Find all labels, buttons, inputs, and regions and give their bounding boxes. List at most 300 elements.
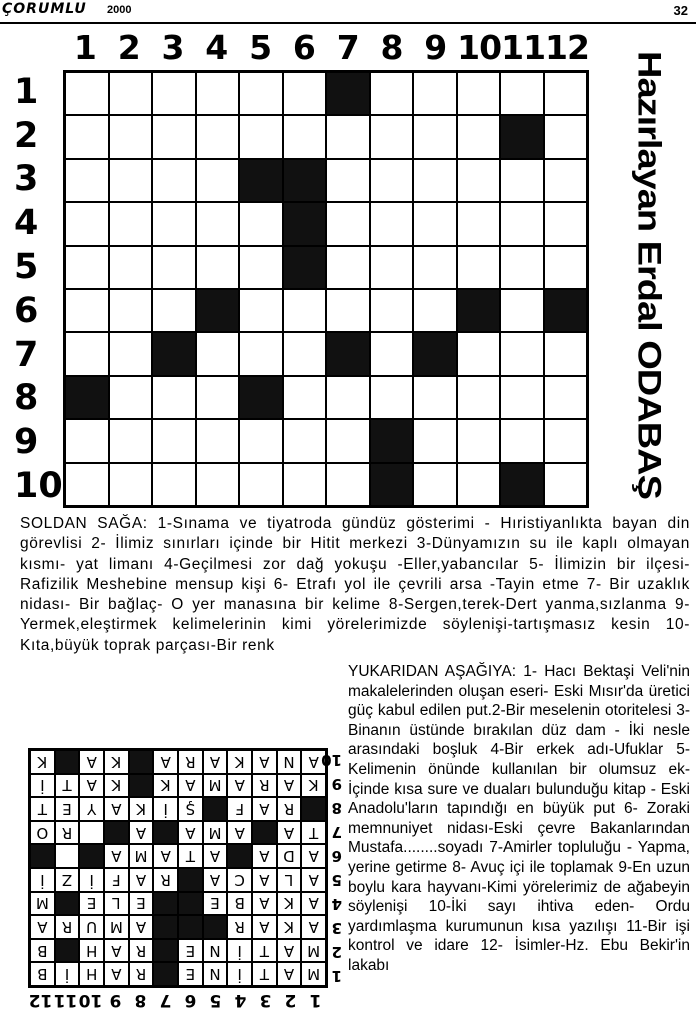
down-text: 1- Hacı Bektaşi Veli'nin makalelerinden oluşan eseri- Eski Mısır'da üretici güç kabul edilen put.2-Bir meselenin otoritelesi 3-Binanın üstünde bırakılan düz dam - İki nesle arasındaki boşluk 4-Bir erkek adı-Ufuklar 5-Kelimenin önünde kullanılan bir olumsuz ek- İçinde kısa sure ve duaları bulunduğu kitap - Eski Anadolu'ların tapındığı en büyük put 6- Zoraki memnuniyet nidası-Eski çevre Bakanlarından Mustafa........soyadı 7-Amirler topluluğu - Yapma, yerine getirme 8- Avuç içi ile toplamak 9-En uzun boylu kara hayvanı-Kimi yörelerimiz de ağabeyin söylenişi 10-İki sayı ihtiva eden- Ordu yardımlaşma kurumunun kısa yazılışı 11-Bir işi kontrol ve idare 12- İsimler-Hz. Ebu Bekir'in lakabı [348,663,690,974]
grid-cell[interactable] [65,202,109,245]
answer-column-number: 1 [309,990,322,1010]
grid-cell[interactable] [196,419,240,462]
answer-cell: İ [30,774,55,798]
grid-cell[interactable] [544,419,588,462]
column-number: 12 [545,28,589,67]
down-clues [348,662,690,976]
answer-row-numbers [321,748,342,988]
grid-cell[interactable] [109,419,153,462]
grid-cell[interactable] [326,246,370,289]
answer-row-number: 7 [331,823,342,841]
answer-cell: R [277,797,302,821]
grid-cell[interactable] [109,289,153,332]
answer-cell: A [252,844,277,868]
answer-cell: İ [227,939,252,963]
grid-cell[interactable] [413,463,457,506]
answer-cell: Ş [178,797,203,821]
answer-cell: B [30,939,55,963]
answer-black-cell [252,821,277,845]
answer-row-number: 6 [331,847,342,865]
answer-cell: K [30,750,55,774]
answer-cell: T [55,774,80,798]
grid-cell[interactable] [326,202,370,245]
answer-cell: A [252,797,277,821]
answer-cell: R [55,821,80,845]
grid-cell[interactable] [152,159,196,202]
answer-cell: A [252,892,277,916]
answer-cell: E [129,892,154,916]
answer-row-number: 9 [331,775,342,793]
answer-cell: İ [227,962,252,986]
column-number: 4 [205,28,228,67]
grid-cell[interactable] [370,289,414,332]
grid-cell[interactable] [239,202,283,245]
column-number: 2 [117,28,140,67]
answer-row-number: 4 [331,895,342,913]
answer-cell: O [30,821,55,845]
grid-cell[interactable] [152,289,196,332]
answer-key [12,748,342,1010]
black-cell [370,463,414,506]
answer-cell: A [129,915,154,939]
answer-cell: A [203,750,228,774]
black-cell [544,289,588,332]
grid-cell[interactable] [283,289,327,332]
answer-cell: A [277,939,302,963]
answer-cell: A [79,750,104,774]
answer-cell: B [227,892,252,916]
page-header [0,0,696,24]
grid-cell[interactable] [370,376,414,419]
column-number: 10 [457,28,502,67]
answer-cell: A [178,821,203,845]
row-number: 5 [14,247,39,288]
grid-cell[interactable] [109,202,153,245]
answer-cell: A [227,821,252,845]
grid-cell[interactable] [413,115,457,158]
grid-cell[interactable] [239,289,283,332]
grid-cell[interactable] [239,332,283,375]
page-number: 32 [673,3,688,18]
column-number: 5 [249,28,272,67]
author-credit [618,51,678,499]
grid-cell[interactable] [500,332,544,375]
answer-cell: R [227,915,252,939]
black-cell [196,289,240,332]
black-cell [65,376,109,419]
answer-cell: A [301,750,326,774]
answer-column-number: 8 [134,990,147,1010]
answer-cell: Y [79,797,104,821]
answer-cell: T [30,797,55,821]
grid-column-numbers [63,28,589,68]
answer-column-number: 6 [184,990,197,1010]
grid-cell[interactable] [500,202,544,245]
grid-cell[interactable] [239,72,283,115]
answer-cell: L [104,892,129,916]
answer-cell: F [227,797,252,821]
row-number: 1 [14,71,39,112]
grid-cell[interactable] [239,463,283,506]
grid-cell[interactable] [413,289,457,332]
answer-black-cell [227,844,252,868]
row-number: 4 [14,203,39,244]
row-number: 10 [14,466,63,507]
answer-column-number: 10 [78,990,103,1010]
answer-cell: K [227,750,252,774]
answer-cell: R [129,939,154,963]
column-number: 8 [380,28,403,67]
grid-cell[interactable] [457,463,501,506]
answer-cell: A [203,844,228,868]
grid-cell[interactable] [370,246,414,289]
grid-cell[interactable] [109,159,153,202]
answer-cell: A [277,962,302,986]
answer-cell: Z [55,868,80,892]
answer-black-cell [153,915,178,939]
answer-cell: A [227,774,252,798]
grid-cell[interactable] [196,463,240,506]
down-title: YUKARIDAN AŞAĞIYA: [348,663,517,680]
grid-cell[interactable] [544,332,588,375]
grid-cell[interactable] [544,159,588,202]
grid-cell[interactable] [326,376,370,419]
answer-column-number: 9 [109,990,122,1010]
answer-black-cell [301,797,326,821]
row-number: 3 [14,159,39,200]
grid-cell[interactable] [326,419,370,462]
grid-cell[interactable] [239,419,283,462]
author-text: Hazırlayan Erdal ODABAŞ [630,51,667,499]
grid-cell[interactable] [457,202,501,245]
answer-cell: M [129,844,154,868]
across-text: 1-Sınama ve tiyatroda gündüz gösterimi - Hıristiyanlıkta bayan din görevlisi 2- İlimiz sınırları içinde bir Hitit merkezi 3-Dünyamızın su ile kaplı olmayan kısmı- yat limanı 4-Geçilmesi zor dağ yokuşu -Eller,yabancılar 5- İlimizin bir ilçesi- Rafizilik Meshebine mensup kişi 6- Etrafı yol ile çevrili arsa -Tayin etme 7- Bir uzaklık nidası- Bir bağlaç- O yer manasına bir kelime 8-Sergen,terek-Dert yanma,sızlanma 9- Yermek,eleştirmek kelimelerinin kimi yörelerimizde söylenişi-tartışmasız kesin 10- Kıta,büyük toprak parçası-Bir renk [20,515,690,654]
answer-cell: A [301,915,326,939]
answer-black-cell [30,844,55,868]
row-number: 6 [14,290,39,331]
grid-cell[interactable] [500,159,544,202]
answer-cell: E [178,939,203,963]
answer-cell: A [301,844,326,868]
answer-cell [55,844,80,868]
grid-cell[interactable] [370,202,414,245]
answer-cell: A [79,774,104,798]
answer-cell: D [277,844,302,868]
black-cell [500,115,544,158]
answer-cell: E [55,797,80,821]
grid-cell[interactable] [500,72,544,115]
grid-cell[interactable] [196,72,240,115]
answer-black-cell [203,915,228,939]
row-number: 8 [14,378,39,419]
answer-cell: E [203,892,228,916]
answer-black-cell [178,892,203,916]
issue-year: 2000 [107,4,132,16]
grid-cell[interactable] [457,332,501,375]
grid-cell[interactable] [109,463,153,506]
grid-cell[interactable] [326,463,370,506]
grid-cell[interactable] [326,289,370,332]
grid-cell[interactable] [457,159,501,202]
row-number: 2 [14,115,39,156]
answer-black-cell [153,939,178,963]
answer-black-cell [129,750,154,774]
grid-cell[interactable] [65,289,109,332]
answer-cell: M [30,892,55,916]
answer-cell: C [227,868,252,892]
answer-cell: K [104,750,129,774]
grid-cell[interactable] [152,246,196,289]
column-number: 1 [73,28,96,67]
answer-grid [28,748,328,988]
magazine-logo: ÇORUMLU [2,1,87,17]
grid-cell[interactable] [152,463,196,506]
grid-cell[interactable] [413,159,457,202]
grid-cell[interactable] [413,419,457,462]
column-number: 6 [292,28,315,67]
column-number: 7 [336,28,359,67]
answer-cell: A [153,844,178,868]
answer-cell: K [277,892,302,916]
grid-cell[interactable] [65,419,109,462]
grid-cell[interactable] [500,419,544,462]
row-number: 9 [14,422,39,463]
answer-cell: A [277,774,302,798]
answer-cell: A [129,868,154,892]
answer-black-cell [55,939,80,963]
answer-row-number: 2 [331,943,342,961]
black-cell [500,463,544,506]
grid-row-numbers [14,70,63,508]
grid-cell[interactable] [196,376,240,419]
answer-column-number: 7 [159,990,172,1010]
answer-cell: L [277,868,302,892]
across-clues [20,514,690,656]
grid-cell[interactable] [196,115,240,158]
grid-cell[interactable] [65,115,109,158]
grid-cell[interactable] [152,115,196,158]
grid-cell[interactable] [283,419,327,462]
answer-cell: T [178,844,203,868]
answer-black-cell [203,797,228,821]
answer-cell: A [203,868,228,892]
answer-cell: T [252,939,277,963]
grid-cell[interactable] [413,376,457,419]
grid-cell[interactable] [109,376,153,419]
grid-cell[interactable] [457,115,501,158]
answer-cell: U [79,915,104,939]
grid-cell[interactable] [239,246,283,289]
grid-cell[interactable] [65,246,109,289]
black-cell [283,202,327,245]
grid-cell[interactable] [413,72,457,115]
grid-cell[interactable] [326,115,370,158]
black-cell [283,159,327,202]
answer-cell: E [178,962,203,986]
answer-cell: A [178,774,203,798]
answer-cell: A [30,915,55,939]
grid-cell[interactable] [283,72,327,115]
grid-cell[interactable] [65,332,109,375]
answer-cell: İ [79,868,104,892]
answer-black-cell [55,750,80,774]
answer-cell: R [252,774,277,798]
answer-cell: A [104,939,129,963]
grid-cell[interactable] [544,246,588,289]
grid-cell[interactable] [370,72,414,115]
answer-cell: M [301,962,326,986]
answer-black-cell [153,892,178,916]
answer-cell: A [252,915,277,939]
answer-cell: İ [30,868,55,892]
grid-cell[interactable] [65,72,109,115]
grid-cell[interactable] [457,419,501,462]
black-cell [239,376,283,419]
across-title: SOLDAN SAĞA: [20,515,148,532]
answer-black-cell [104,821,129,845]
answer-cell: A [301,868,326,892]
grid-cell[interactable] [65,463,109,506]
grid-cell[interactable] [65,159,109,202]
answer-cell: A [129,821,154,845]
answer-row-number: 3 [331,919,342,937]
grid-cell[interactable] [457,246,501,289]
answer-cell: K [153,774,178,798]
answer-black-cell [153,962,178,986]
row-number: 7 [14,334,39,375]
answer-cell: K [104,774,129,798]
grid-cell[interactable] [500,376,544,419]
grid-cell[interactable] [196,246,240,289]
answer-cell: T [252,962,277,986]
black-cell [283,246,327,289]
black-cell [326,72,370,115]
grid-cell[interactable] [152,72,196,115]
black-cell [457,289,501,332]
grid-cell[interactable] [152,202,196,245]
answer-cell: A [252,750,277,774]
answer-cell: A [301,892,326,916]
answer-cell: A [153,750,178,774]
answer-cell: R [55,915,80,939]
grid-cell[interactable] [370,159,414,202]
answer-cell: B [30,962,55,986]
crossword-grid [63,70,589,508]
answer-column-numbers [28,988,328,1010]
grid-cell[interactable] [283,463,327,506]
answer-column-number: 5 [209,990,222,1010]
grid-cell[interactable] [283,376,327,419]
answer-cell: N [277,750,302,774]
black-cell [413,332,457,375]
column-number: 9 [424,28,447,67]
grid-cell[interactable] [370,332,414,375]
answer-cell: İ [55,962,80,986]
answer-black-cell [178,915,203,939]
answer-cell: M [203,821,228,845]
grid-cell[interactable] [544,463,588,506]
grid-cell[interactable] [457,376,501,419]
answer-column-number: 4 [234,990,247,1010]
grid-cell[interactable] [196,202,240,245]
grid-cell[interactable] [544,202,588,245]
answer-black-cell [178,868,203,892]
answer-cell: A [277,821,302,845]
answer-black-cell [79,844,104,868]
answer-column-number: 11 [53,990,78,1010]
black-cell [152,332,196,375]
grid-cell[interactable] [500,246,544,289]
column-number: 11 [501,28,546,67]
grid-cell[interactable] [326,159,370,202]
answer-cell: A [104,962,129,986]
grid-cell[interactable] [196,159,240,202]
grid-cell[interactable] [500,289,544,332]
grid-cell[interactable] [109,115,153,158]
grid-cell[interactable] [283,115,327,158]
answer-black-cell [153,821,178,845]
answer-cell: M [203,774,228,798]
answer-black-cell [55,892,80,916]
answer-cell: N [203,962,228,986]
column-number: 3 [161,28,184,67]
grid-cell[interactable] [544,72,588,115]
answer-cell: M [301,939,326,963]
answer-cell: K [277,915,302,939]
answer-cell: H [79,939,104,963]
grid-cell[interactable] [196,332,240,375]
answer-column-number: 12 [28,990,53,1010]
answer-cell: F [104,868,129,892]
grid-cell[interactable] [544,115,588,158]
answer-row-number: 10 [321,751,342,769]
grid-cell[interactable] [283,332,327,375]
answer-row-number: 8 [331,799,342,817]
answer-cell: N [203,939,228,963]
black-cell [239,159,283,202]
answer-row-number: 1 [331,967,342,985]
grid-cell[interactable] [413,202,457,245]
answer-cell [79,821,104,845]
grid-cell[interactable] [109,246,153,289]
answer-cell: K [301,774,326,798]
answer-cell: A [104,797,129,821]
answer-cell: E [79,892,104,916]
grid-cell[interactable] [109,72,153,115]
grid-cell[interactable] [457,72,501,115]
answer-column-number: 3 [259,990,272,1010]
answer-cell: R [178,750,203,774]
grid-cell[interactable] [109,332,153,375]
answer-cell: R [129,962,154,986]
answer-cell: A [252,868,277,892]
grid-cell[interactable] [152,376,196,419]
answer-column-number: 2 [284,990,297,1010]
black-cell [370,419,414,462]
answer-cell: A [104,844,129,868]
grid-cell[interactable] [239,115,283,158]
grid-cell[interactable] [544,376,588,419]
grid-cell[interactable] [413,246,457,289]
answer-black-cell [129,774,154,798]
answer-cell: R [153,868,178,892]
answer-cell: M [104,915,129,939]
answer-cell: K [129,797,154,821]
answer-cell: T [301,821,326,845]
grid-cell[interactable] [370,115,414,158]
grid-cell[interactable] [152,419,196,462]
answer-cell: H [79,962,104,986]
